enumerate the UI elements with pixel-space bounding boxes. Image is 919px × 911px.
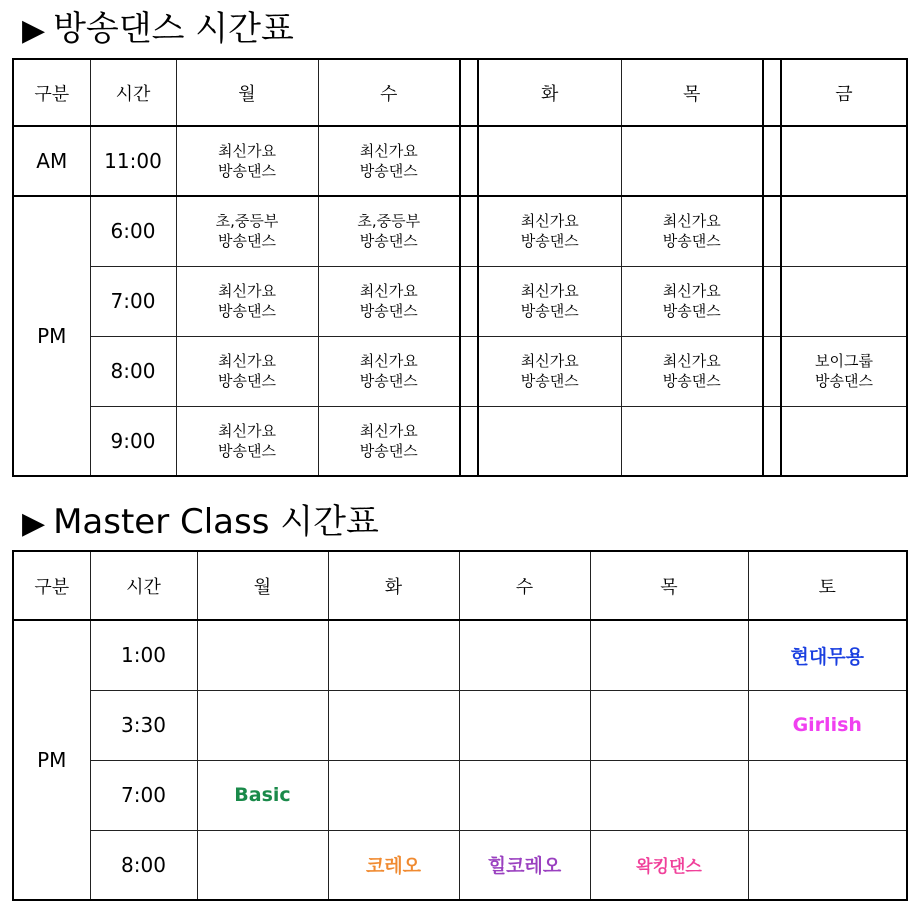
header-thu: 목 [621, 59, 763, 126]
time-cell: 9:00 [90, 406, 176, 476]
time-cell: 11:00 [90, 126, 176, 196]
time-cell: 3:30 [90, 690, 197, 760]
class-cell: 최신가요 방송댄스 [478, 266, 621, 336]
header-wed: 수 [459, 551, 590, 620]
class-cell [478, 406, 621, 476]
class-cell: 최신가요 방송댄스 [176, 126, 318, 196]
header-wed: 수 [318, 59, 460, 126]
class-cell [478, 126, 621, 196]
separator [460, 266, 478, 336]
header-category: 구분 [13, 59, 90, 126]
separator [763, 126, 781, 196]
class-cell: 최신가요 방송댄스 [176, 336, 318, 406]
class-cell: 최신가요 방송댄스 [318, 266, 460, 336]
table-row [13, 336, 907, 406]
class-cell-heel-choreo: 힐코레오 [459, 830, 590, 900]
class-cell [328, 760, 459, 830]
table-row [13, 620, 907, 690]
class-cell [328, 620, 459, 690]
class-cell-modern-dance: 현대무용 [748, 620, 907, 690]
broadcast-dance-table [12, 58, 908, 477]
time-cell: 7:00 [90, 266, 176, 336]
class-cell [621, 126, 763, 196]
class-cell [590, 620, 748, 690]
separator [460, 196, 478, 266]
time-cell: 1:00 [90, 620, 197, 690]
time-cell: 6:00 [90, 196, 176, 266]
class-cell: 최신가요 방송댄스 [318, 406, 460, 476]
table-row [13, 690, 907, 760]
table-row [13, 126, 907, 196]
class-cell [781, 196, 907, 266]
class-cell [197, 620, 328, 690]
class-cell: 최신가요 방송댄스 [318, 126, 460, 196]
master-class-title-text: Master Class 시간표 [53, 502, 379, 542]
class-cell [197, 830, 328, 900]
time-cell: 8:00 [90, 336, 176, 406]
class-cell: 초,중등부 방송댄스 [176, 196, 318, 266]
separator [763, 406, 781, 476]
class-cell-girlish: Girlish [748, 690, 907, 760]
table-row [13, 760, 907, 830]
class-cell [328, 690, 459, 760]
master-class-title [22, 502, 379, 542]
class-cell [459, 620, 590, 690]
header-tue: 화 [328, 551, 459, 620]
separator [763, 196, 781, 266]
class-cell: 최신가요 방송댄스 [318, 336, 460, 406]
separator [460, 126, 478, 196]
class-cell [621, 406, 763, 476]
class-cell [590, 690, 748, 760]
class-cell [459, 690, 590, 760]
class-cell: 최신가요 방송댄스 [176, 266, 318, 336]
class-cell [748, 760, 907, 830]
schedule-title-text: 방송댄스 시간표 [53, 9, 294, 49]
separator [763, 59, 781, 126]
table-row [13, 266, 907, 336]
time-cell: 7:00 [90, 760, 197, 830]
arrow-icon: ▶ [22, 506, 46, 541]
separator [460, 406, 478, 476]
arrow-icon: ▶ [22, 13, 46, 48]
class-cell: 보이그룹 방송댄스 [781, 336, 907, 406]
time-cell: 8:00 [90, 830, 197, 900]
pm-label: PM [13, 620, 90, 900]
class-cell: 최신가요 방송댄스 [621, 196, 763, 266]
table-row [13, 830, 907, 900]
master-class-table [12, 550, 908, 901]
class-cell-basic: Basic [197, 760, 328, 830]
header-category: 구분 [13, 551, 90, 620]
class-cell: 최신가요 방송댄스 [176, 406, 318, 476]
header-fri: 금 [781, 59, 907, 126]
class-cell: 최신가요 방송댄스 [478, 196, 621, 266]
class-cell-choreo: 코레오 [328, 830, 459, 900]
header-mon: 월 [197, 551, 328, 620]
class-cell [459, 760, 590, 830]
header-time: 시간 [90, 59, 176, 126]
header-time: 시간 [90, 551, 197, 620]
separator [763, 336, 781, 406]
class-cell-waacking: 왁킹댄스 [590, 830, 748, 900]
class-cell [197, 690, 328, 760]
class-cell: 최신가요 방송댄스 [478, 336, 621, 406]
class-cell [781, 266, 907, 336]
header-sat: 토 [748, 551, 907, 620]
header-thu: 목 [590, 551, 748, 620]
class-cell [590, 760, 748, 830]
class-cell [748, 830, 907, 900]
header-mon: 월 [176, 59, 318, 126]
separator [460, 336, 478, 406]
class-cell: 최신가요 방송댄스 [621, 336, 763, 406]
schedule-title [22, 9, 294, 49]
class-cell [781, 406, 907, 476]
class-cell: 최신가요 방송댄스 [621, 266, 763, 336]
separator [763, 266, 781, 336]
class-cell [781, 126, 907, 196]
header-tue: 화 [478, 59, 621, 126]
separator [460, 59, 478, 126]
class-cell: 초,중등부 방송댄스 [318, 196, 460, 266]
pm-label: PM [13, 196, 90, 476]
table-row [13, 196, 907, 266]
am-label: AM [13, 126, 90, 196]
table-row [13, 406, 907, 476]
